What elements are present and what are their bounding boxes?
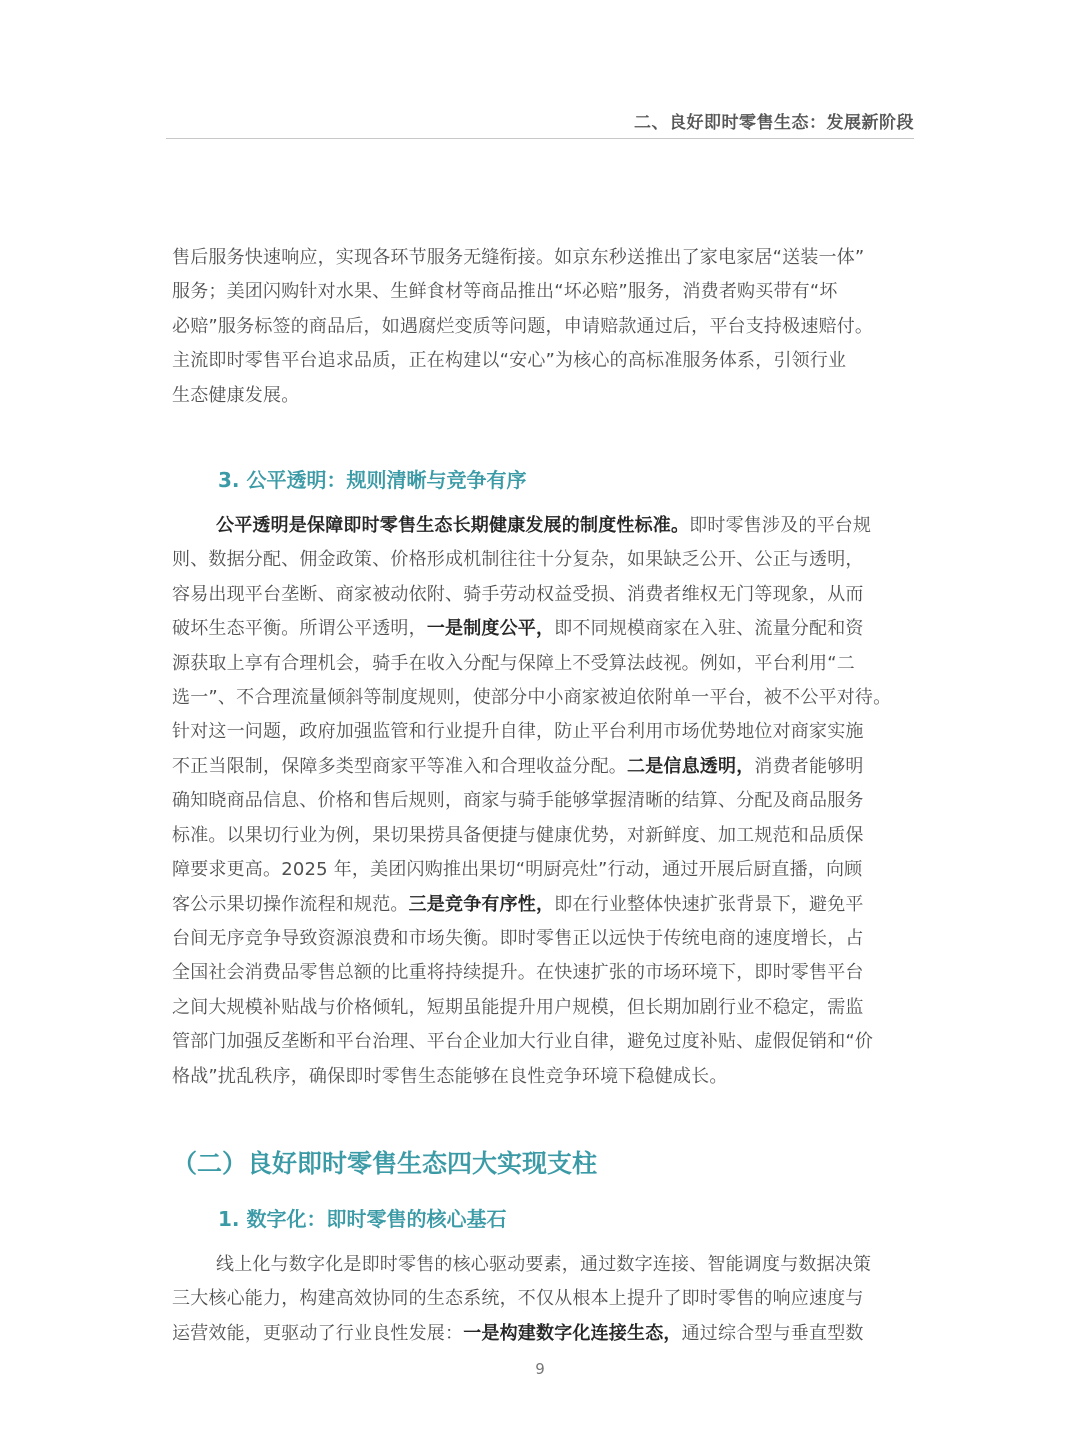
text-line: 必赔”服务标签的商品后，如遇腐烂变质等问题，申请赔款通过后，平台支持极速赔付。 — [172, 315, 874, 337]
digitalization-paragraph — [172, 1248, 914, 1351]
fairness-paragraph — [172, 509, 914, 1094]
text-line: 三大核心能力，构建高效协同的生态系统，不仅从根本上提升了即时零售的响应速度与 — [172, 1288, 864, 1310]
text-line: 障要求更高。2025 年，美团闪购推出果切“明厨亮灶”行动，通过开展后厨直播，向顾 — [172, 859, 863, 881]
text-line: 则、数据分配、佣金政策、价格形成机制往往十分复杂，如果缺乏公开、公正与透明， — [172, 549, 864, 571]
text-line: 线上化与数字化是即时零售的核心驱动要素，通过数字连接、智能调度与数据决策 — [216, 1253, 872, 1275]
text-line: 主流即时零售平台追求品质，正在构建以“安心”为核心的高标准服务体系，引领行业 — [172, 350, 847, 372]
text-line: 容易出现平台垄断、商家被动依附、骑手劳动权益受损、消费者维权无门等现象，从而 — [172, 583, 864, 605]
text-line: 源获取上享有合理机会，骑手在收入分配与保障上不受算法歧视。例如，平台利用“二 — [172, 652, 855, 674]
page-number: 9 — [535, 1360, 545, 1378]
text-line: 客公示果切操作流程和规范。三是竞争有序性，即在行业整体快速扩张背景下，避免平 — [172, 893, 864, 915]
bold-lead: 公平透明是保障即时零售生态长期健康发展的制度性标准。 — [216, 515, 690, 537]
text-line: 之间大规模补贴战与价格倾轧，短期虽能提升用户规模，但长期加剧行业不稳定，需监 — [172, 996, 864, 1018]
text-line: 售后服务快速响应，实现各环节服务无缝衔接。如京东秒送推出了家电家居“送装一体” — [172, 247, 865, 268]
text-line: 针对这一问题，政府加强监管和行业提升自律，防止平台利用市场优势地位对商家实施 — [172, 721, 864, 743]
header-divider — [166, 138, 914, 139]
text-line: 确知晓商品信息、价格和售后规则，商家与骑手能够掌握清晰的结算、分配及商品服务 — [172, 790, 864, 812]
bold-point-1: 一是制度公平， — [426, 618, 555, 640]
text-line: 不正当限制，保障多类型商家平等准入和合理收益分配。二是信息透明，消费者能够明 — [172, 755, 864, 777]
bold-point-digital: 一是构建数字化连接生态， — [463, 1322, 682, 1344]
bold-point-2: 二是信息透明， — [627, 755, 755, 777]
intro-paragraph — [172, 241, 914, 413]
page-body — [172, 241, 914, 1351]
section-heading-fairness: 3. 公平透明：规则清晰与竞争有序 — [218, 468, 527, 493]
text-line: 管部门加强反垄断和平台治理、平台企业加大行业自律，避免过度补贴、虚假促销和“价 — [172, 1031, 874, 1053]
text-line: 破坏生态平衡。所谓公平透明，一是制度公平，即不同规模商家在入驻、流量分配和资 — [172, 618, 864, 640]
text-line: 选一”、不合理流量倾斜等制度规则，使部分中小商家被迫依附单一平台，被不公平对待。 — [172, 687, 892, 709]
text-line: 生态健康发展。 — [172, 384, 300, 406]
text-line: 全国社会消费品零售总额的比重将持续提升。在快速扩张的市场环境下，即时零售平台 — [172, 962, 864, 984]
subsection-heading-digitalization: 1. 数字化：即时零售的核心基石 — [218, 1206, 507, 1231]
text-line: 服务；美团闪购针对水果、生鲜食材等商品推出“坏必赔”服务，消费者购买带有“坏 — [172, 281, 838, 303]
text-line: 台间无序竞争导致资源浪费和市场失衡。即时零售正以远快于传统电商的速度增长，占 — [172, 927, 864, 949]
section-heading-pillars: （二）良好即时零售生态四大实现支柱 — [172, 1148, 598, 1178]
running-header: 二、良好即时零售生态：发展新阶段 — [634, 113, 914, 133]
text-line: 运营效能，更驱动了行业良性发展：一是构建数字化连接生态，通过综合型与垂直型数 — [172, 1322, 864, 1344]
bold-point-3: 三是竞争有序性， — [408, 893, 555, 915]
text-line: 格战”扰乱秩序，确保即时零售生态能够在良性竞争环境下稳健成长。 — [172, 1065, 728, 1087]
text-line: 标准。以果切行业为例，果切果捞具备便捷与健康优势，对新鲜度、加工规范和品质保 — [172, 824, 864, 846]
text-line: 公平透明是保障即时零售生态长期健康发展的制度性标准。即时零售涉及的平台规 — [216, 515, 872, 537]
